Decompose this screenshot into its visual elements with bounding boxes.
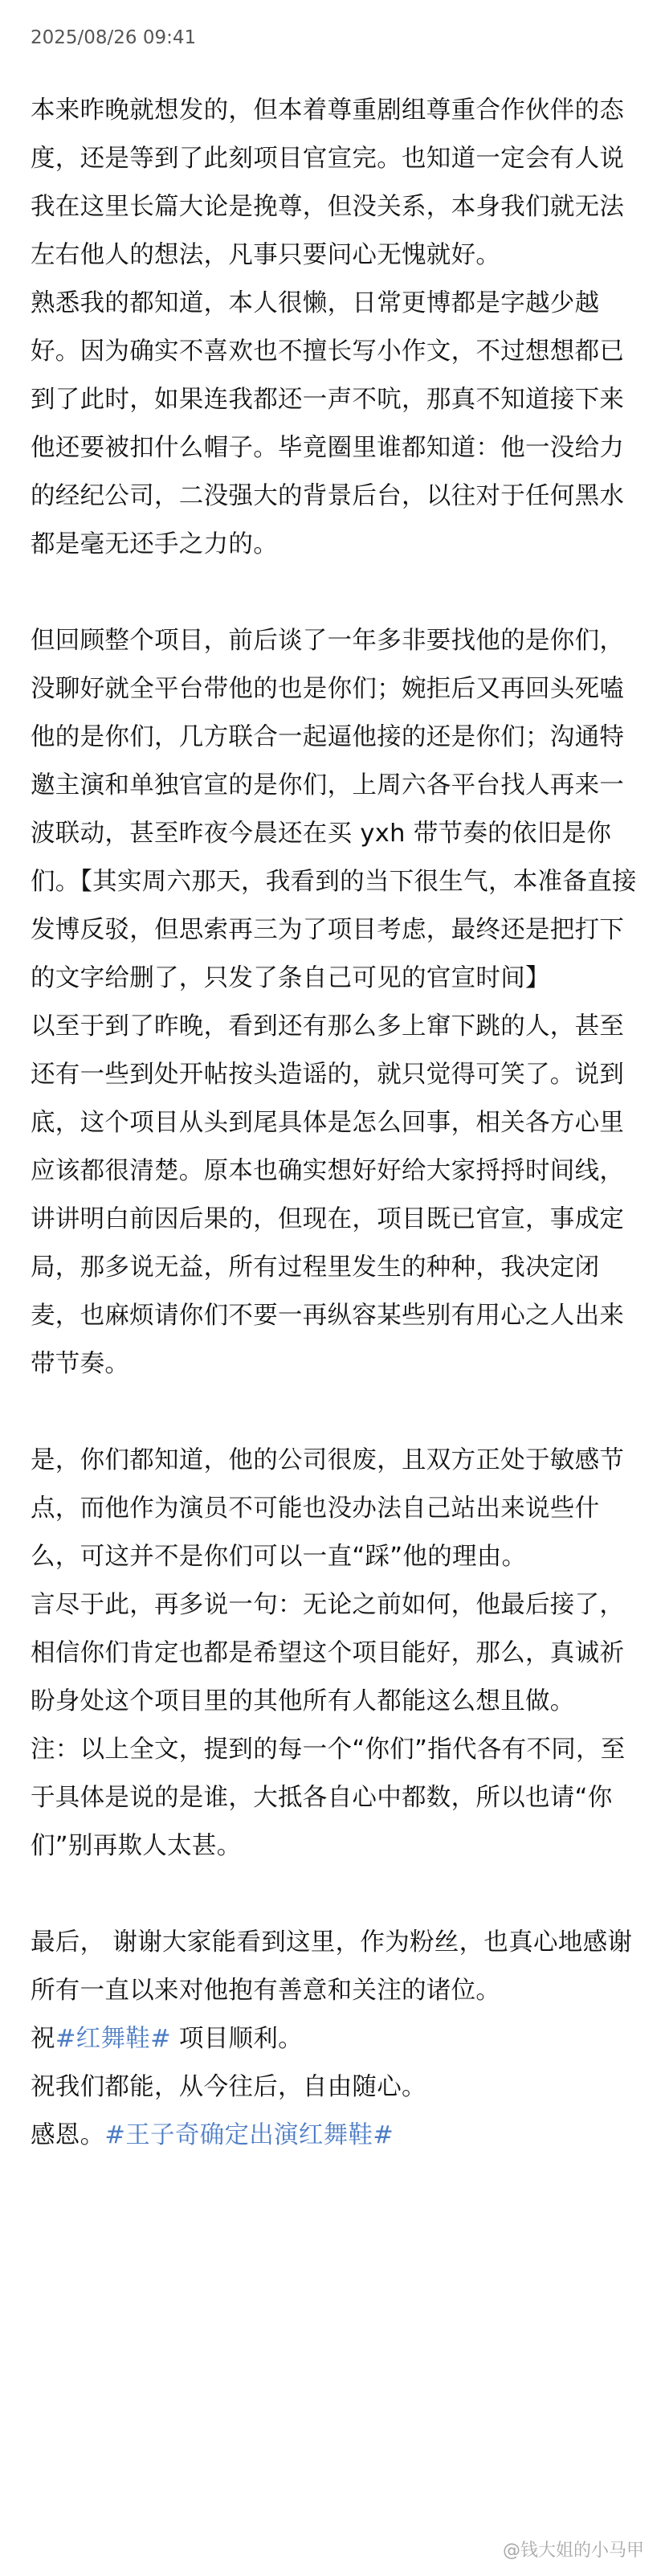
post-paragraph [31, 2112, 639, 2160]
post-paragraph: 最后， 谢谢大家能看到这里，作为粉丝，也真心地感谢所有一直以来对他抱有善意和关注的诸位。 [31, 1928, 633, 2005]
post-paragraph: 但回顾整个项目，前后谈了一年多非要找他的是你们，没聊好就全平台带他的也是你们；婉拒后又再回头死嗑他的是你们，几方联合一起逼他接的还是你们；沟通特邀主演和单独官宣的是你们，上周六各平台找人再来一波联动，甚至昨夜今晨还在买 yxh 带节奏的依旧是你们。【其实周六那天，我看到的当下很生气，本准备直接发博反驳，但思索再三为了项目考虑，最终还是把打下的文字给删了，只发了条自己可见的官宣时间】 [31, 627, 637, 992]
post-paragraph [31, 2015, 639, 2063]
paragraph-text: 感恩。 [31, 2121, 105, 2149]
post-timestamp: 2025/08/26 09:41 [31, 27, 197, 48]
post-paragraph: 以至于到了昨晚，看到还有那么多上窜下跳的人，甚至还有一些到处开帖按头造谣的，就只觉得可笑了。说到底，这个项目从头到尾具体是怎么回事，相关各方心里应该都很清楚。原本也确实想好好给大家捋捋时间线，讲讲明白前因后果的，但现在，项目既已官宣，事成定局，那多说无益，所有过程里发生的种种，我决定闭麦，也麻烦请你们不要一再纵容某些别有用心之人出来带节奏。 [31, 1012, 625, 1378]
paragraph-gap [31, 569, 639, 617]
hashtag-link[interactable]: #王子奇确定出演红舞鞋# [104, 2121, 394, 2149]
post-paragraph: 熟悉我的都知道，本人很懒，日常更博都是字越少越好。因为确实不喜欢也不擅长写小作文，不过想想都已到了此时，如果连我都还一声不吭，那真不知道接下来他还要被扣什么帽子。毕竟圈里谁都知道：他一没给力的经纪公司，二没强大的背景后台，以往对于任何黑水都是毫无还手之力的。 [31, 289, 625, 558]
post-body [31, 87, 639, 2160]
hashtag-link[interactable]: #红舞鞋# [55, 2025, 171, 2053]
post-paragraph: 是，你们都知道，他的公司很废，且双方正处于敏感节点，而他作为演员不可能也没办法自己站出来说些什么，可这并不是你们可以一直“踩”他的理由。 [31, 1446, 625, 1571]
post-paragraph: 注：以上全文，提到的每一个“你们”指代各有不同，至于具体是说的是谁，大抵各自心中都数，所以也请“你们”别再欺人太甚。 [31, 1736, 626, 1860]
paragraph-gap [31, 1871, 639, 1919]
post-paragraph: 言尽于此，再多说一句：无论之前如何，他最后接了，相信你们肯定也都是希望这个项目能好，那么，真诚祈盼身处这个项目里的其他所有人都能这么想且做。 [31, 1591, 625, 1715]
paragraph-gap [31, 1388, 639, 1437]
author-signature: @钱大姐的小马甲 [502, 2541, 644, 2561]
post-paragraph: 祝我们都能，从今往后，自由随心。 [31, 2073, 426, 2101]
paragraph-text: 祝 [31, 2025, 55, 2053]
post-paragraph: 本来昨晚就想发的，但本着尊重剧组尊重合作伙伴的态度，还是等到了此刻项目官宣完。也知道一定会有人说我在这里长篇大论是挽尊，但没关系，本身我们就无法左右他人的想法，凡事只要问心无愧就好。 [31, 96, 625, 269]
paragraph-text: 项目顺利。 [170, 2025, 303, 2053]
